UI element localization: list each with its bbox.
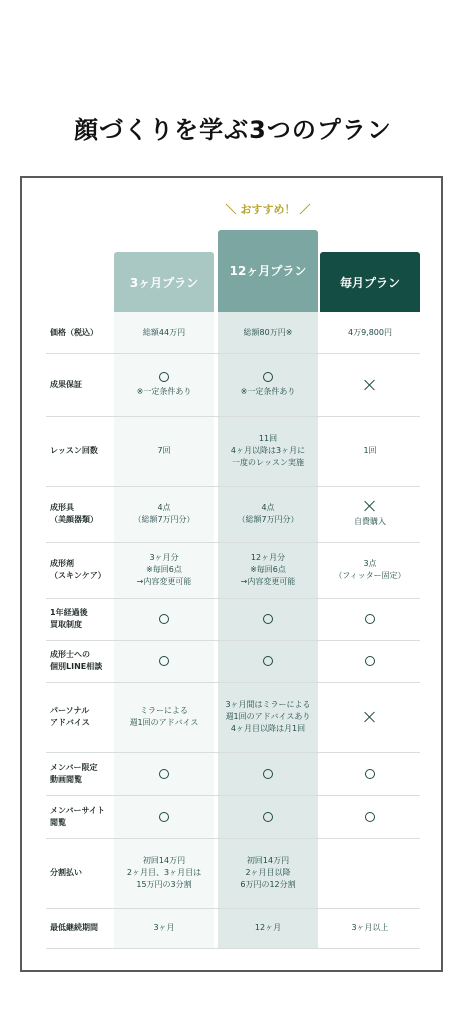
circle-icon [365,656,375,666]
table-cell [114,353,214,416]
row-divider [46,948,420,949]
table-cell [320,353,420,416]
row-label: 成形剤 （スキンケア） [50,559,106,580]
cell-text: 自費購入 [354,517,386,526]
table-cell [320,486,420,542]
cell-text: 3ヶ月分 ※毎回6点 →内容変更可能 [136,553,192,586]
cell-content [334,558,405,582]
circle-icon [365,614,375,624]
cell-content [137,372,192,398]
plan-header-3month[interactable] [114,252,214,312]
table-cell [320,908,420,948]
cell-content [365,656,375,666]
cell-content [159,812,169,822]
cell-content [159,656,169,666]
row-label: 成形士への 個別LINE相談 [50,650,103,671]
table-cell [114,838,214,908]
cell-content [225,699,310,735]
circle-icon [159,614,169,624]
cell-content [241,552,296,588]
cell-content [237,502,298,526]
cell-content [240,855,295,891]
cell-content [351,922,388,934]
row-label: メンバーサイト 閲覧 [50,805,105,827]
cross-icon [364,500,376,512]
cell-content [159,614,169,624]
table-cell [218,542,318,598]
plan-name: 毎月プラン [339,275,400,290]
table-cell [218,908,318,948]
row-label: メンバー限定 動画閲覧 [50,762,98,784]
cell-content [157,445,170,457]
table-cell [114,682,214,752]
table-cell [320,312,420,353]
cell-content [364,711,376,723]
cell-content [263,614,273,624]
circle-icon [263,769,273,779]
plan-header-12month[interactable] [218,230,318,312]
cell-content [159,769,169,779]
table-cell [320,640,420,682]
cell-content [263,769,273,779]
cell-content [241,372,296,398]
page-title: 顔づくりを学ぶ3つのプラン [74,116,392,144]
cell-content [364,379,376,391]
table-cell [218,640,318,682]
circle-icon [159,812,169,822]
circle-icon [159,656,169,666]
cell-content [348,327,392,339]
table-cell [218,416,318,486]
table-cell [114,416,214,486]
row-label: レッスン回数 [50,446,98,455]
cell-text: 12ヶ月分 ※毎回6点 →内容変更可能 [240,553,296,586]
cell-content [127,855,201,891]
table-cell [218,752,318,795]
cell-content [137,552,192,588]
cell-text: 1回 [363,446,377,455]
row-label: 価格（税込） [50,327,98,337]
circle-icon [365,812,375,822]
circle-icon [159,372,169,382]
circle-icon [263,614,273,624]
cell-content [363,445,376,457]
table-cell [320,598,420,640]
recommend-text: おすすめ！ [240,203,296,216]
cell-text: 総額44万円 [142,327,186,337]
cell-content [365,812,375,822]
cell-text: 3点 （フィッター固定） [334,559,406,580]
plan-name: 12ヶ月プラン [229,264,307,278]
cell-text: 12ヶ月 [254,923,282,932]
cell-text: 4点 （総額7万円分） [237,503,299,524]
cell-content [153,922,174,934]
table-cell [320,542,420,598]
table-cell [218,598,318,640]
cell-text: ※一定条件あり [136,386,192,396]
table-cell [320,752,420,795]
circle-icon [263,372,273,382]
table-cell [218,312,318,353]
cell-content [263,812,273,822]
table-cell [114,795,214,838]
table-cell [218,486,318,542]
cell-text: 7回 [157,446,171,455]
recommend-label [218,201,318,217]
table-cell [218,353,318,416]
row-label: 最低継続期間 [50,923,98,932]
circle-icon [263,812,273,822]
cell-content [143,327,185,339]
plan-name: 3ヶ月プラン [129,275,199,290]
cell-content [244,327,293,339]
row-label: 1年経過後 買取制度 [50,608,88,629]
table-cell [114,640,214,682]
cell-content [130,705,199,729]
table-cell [114,486,214,542]
cell-content [231,433,305,469]
table-cell [114,752,214,795]
table-cell [320,682,420,752]
cell-text: 初回14万円 2ヶ月目、3ヶ月目は 15万円の3分割 [126,856,202,889]
table-cell [114,542,214,598]
cross-icon [364,711,376,723]
row-label: 成形具 （美顔器類） [50,503,98,524]
table-cell [114,312,214,353]
cell-content [255,922,281,934]
cell-text: 3ヶ月 [153,923,175,932]
slash-left-icon: ＼ [225,203,241,216]
cell-content [354,500,386,528]
table-cell [320,795,420,838]
table-cell [114,908,214,948]
cell-content [365,769,375,779]
row-label: パーソナル アドバイス [50,706,90,727]
cell-text: 3ヶ月間はミラーによる 週1回のアドバイスあり 4ヶ月目以降は月1回 [225,700,311,733]
table-cell [320,838,420,908]
table-cell [218,838,318,908]
plan-header-monthly[interactable] [320,252,420,312]
row-label: 成果保証 [50,379,82,389]
cell-text: ミラーによる 週1回のアドバイス [129,706,199,727]
cell-content [133,502,194,526]
slash-right-icon: ／ [295,203,311,216]
cell-text: 初回14万円 2ヶ月目以降 6万円の12分割 [240,856,296,889]
cross-icon [364,379,376,391]
row-label: 分割払い [50,868,82,877]
cell-content [365,614,375,624]
cell-text: ※一定条件あり [240,386,296,396]
cell-content [263,656,273,666]
cell-text: 4点 （総額7万円分） [133,503,195,524]
cell-text: 総額80万円※ [243,327,293,337]
table-cell [218,682,318,752]
table-cell [320,416,420,486]
circle-icon [263,656,273,666]
cell-text: 11回 4ヶ月以降は3ヶ月に 一度のレッスン実施 [230,434,306,467]
cell-text: 4万9,800円 [348,327,392,337]
table-cell [218,795,318,838]
cell-text: 3ヶ月以上 [351,923,389,932]
circle-icon [365,769,375,779]
table-cell [114,598,214,640]
circle-icon [159,769,169,779]
